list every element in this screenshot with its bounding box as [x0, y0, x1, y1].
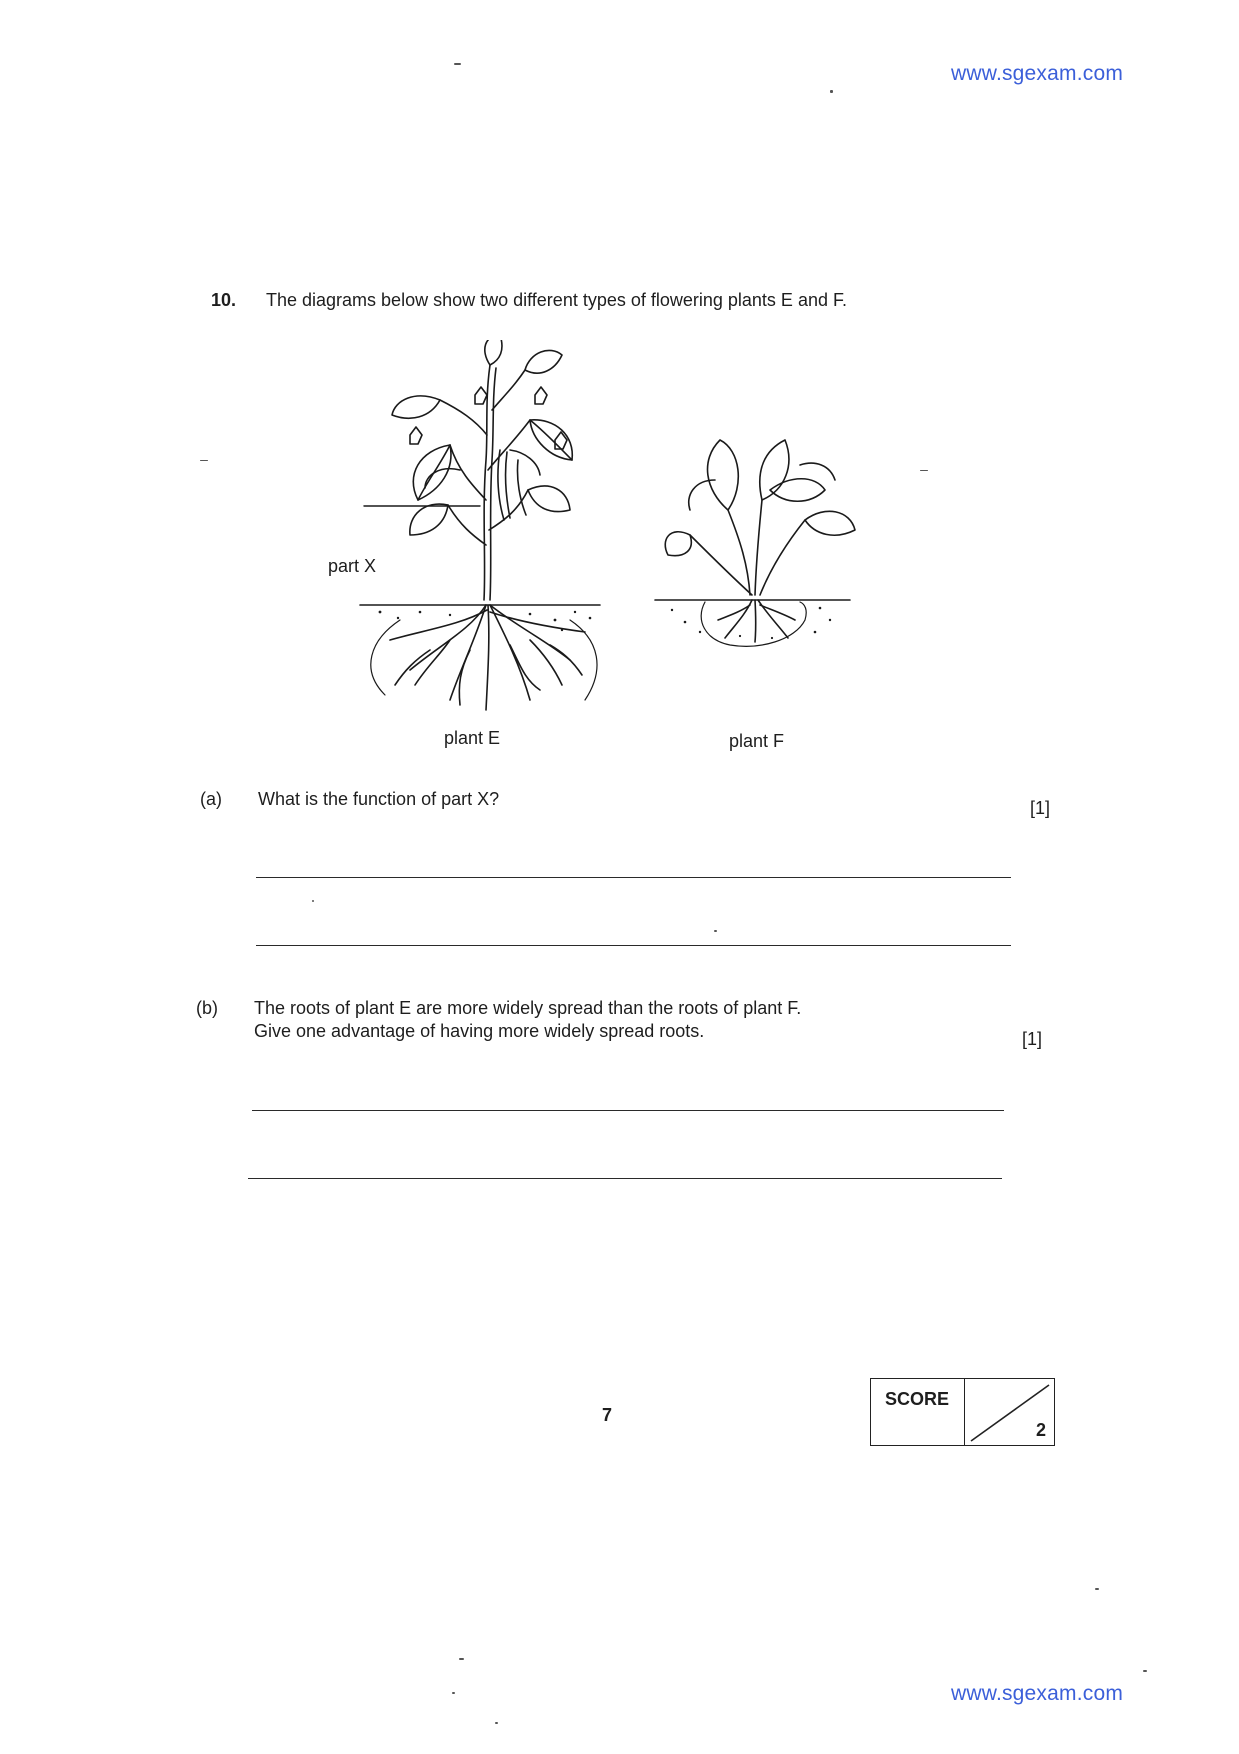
- scan-speck: [459, 1658, 464, 1660]
- page-number: 7: [602, 1405, 613, 1425]
- part-b-text-line-2: Give one advantage of having more widely spread roots.: [254, 1021, 705, 1041]
- plants-figure: [300, 340, 920, 760]
- part-a-text: What is the function of part X?: [258, 789, 500, 809]
- scan-speck: [1143, 1670, 1147, 1672]
- soil-dots: [379, 607, 832, 639]
- part-b-text-line-1: The roots of plant E are more widely spread than the roots of plant F.: [254, 998, 802, 1018]
- plant-f-drawing: [655, 440, 855, 646]
- score-max: 2: [1035, 1420, 1046, 1440]
- scan-speck: [920, 470, 928, 471]
- score-box: [870, 1378, 1055, 1446]
- part-b-label: (b): [196, 998, 218, 1018]
- question-number: 10.: [211, 290, 237, 310]
- label-plant-f: plant F: [729, 731, 785, 751]
- part-b-marks: [1]: [1022, 1029, 1043, 1049]
- score-label: SCORE: [885, 1389, 950, 1409]
- label-plant-e: plant E: [444, 728, 501, 748]
- label-part-x: part X: [328, 556, 377, 576]
- footer-watermark[interactable]: www.sgexam.com: [951, 1682, 1124, 1705]
- scan-speck: [454, 63, 461, 65]
- part-a-answer-line-1[interactable]: [256, 877, 1011, 878]
- scan-speck: [452, 1692, 455, 1694]
- part-a-marks: [1]: [1030, 798, 1051, 818]
- part-a-label: (a): [200, 789, 222, 809]
- plant-e-drawing: [360, 340, 600, 710]
- scan-speck: [312, 900, 314, 902]
- scan-speck: [200, 460, 208, 461]
- scan-speck: [1095, 1588, 1099, 1590]
- score-label-cell: [871, 1379, 965, 1445]
- question-stem: The diagrams below show two different types of flowering plants E and F.: [266, 290, 847, 310]
- part-b-answer-line-2[interactable]: [248, 1178, 1002, 1179]
- scan-speck: [714, 930, 717, 932]
- scan-speck: [830, 90, 833, 93]
- part-a-answer-line-2[interactable]: [256, 945, 1011, 946]
- part-b-answer-line-1[interactable]: [252, 1110, 1004, 1111]
- scan-speck: [495, 1722, 498, 1724]
- header-watermark[interactable]: www.sgexam.com: [951, 62, 1124, 85]
